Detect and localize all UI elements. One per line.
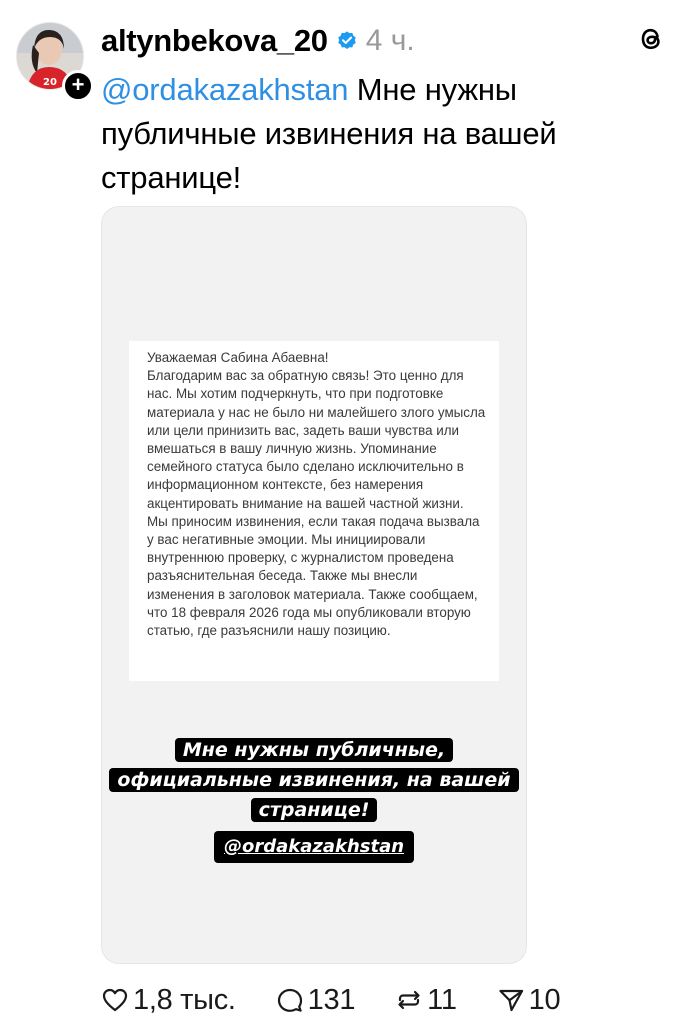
send-icon	[497, 986, 525, 1014]
author-username[interactable]: altynbekova_20	[101, 23, 328, 58]
share-button[interactable]	[497, 984, 561, 1017]
avatar-container[interactable]	[16, 22, 85, 97]
comment-button[interactable]	[276, 984, 356, 1017]
story-mention-sticker	[102, 831, 526, 863]
share-count: 10	[528, 983, 561, 1016]
threads-logo-icon[interactable]	[636, 24, 666, 54]
letter-body: Благодарим вас за обратную связь! Это ценно для нас. Мы хотим подчеркнуть, что при подготовке материала у нас не было ни малейшего злого умысла или цели принизить вас, задеть ваши чувства или вмешаться в вашу личную жизнь. Упоминание семейного статуса было сделано исключительно в информационном контексте, без намерения акцентировать внимание на вашей частной жизни. Мы приносим извинения, если такая подача вызвала у вас негативные эмоции. Мы инициировали внутреннюю проверку, с журналистом проведена разъяснительная беседа. Также мы внесли изменения в заголовок материала. Также сообщаем, что 18 февраля 2026 года мы опубликовали вторую статью, где разъяснили нашу позицию.	[147, 368, 486, 639]
comment-count: 131	[307, 983, 356, 1016]
post-actions	[101, 980, 600, 1020]
post-caption	[101, 68, 621, 200]
caption-mention-link[interactable]: @ordakazakhstan	[101, 72, 349, 107]
comment-bubble-icon	[276, 986, 304, 1014]
like-count: 1,8 тыс.	[133, 983, 236, 1016]
repost-count: 11	[427, 983, 457, 1016]
caption-text: Мне нужны публичные извинения на вашей странице!	[101, 72, 557, 195]
story-image-card[interactable]	[101, 206, 527, 964]
repost-button[interactable]	[395, 984, 457, 1017]
post-time: 4 ч.	[365, 24, 415, 57]
verified-badge-icon	[336, 30, 358, 52]
story-mention-text: @ordakazakhstan	[214, 831, 414, 863]
story-text-sticker	[102, 735, 526, 825]
letter-greeting: Уважаемая Сабина Абаевна!	[147, 350, 329, 365]
repost-icon	[395, 986, 423, 1014]
follow-plus-button[interactable]: +	[62, 70, 94, 102]
post-header	[101, 18, 415, 64]
heart-icon	[101, 986, 129, 1014]
apology-letter	[129, 341, 499, 681]
story-sticker-text: Мне нужны публичные, официальные извинения, на вашей странице!	[109, 738, 518, 822]
svg-text:20: 20	[43, 77, 57, 88]
like-button[interactable]	[101, 984, 236, 1017]
